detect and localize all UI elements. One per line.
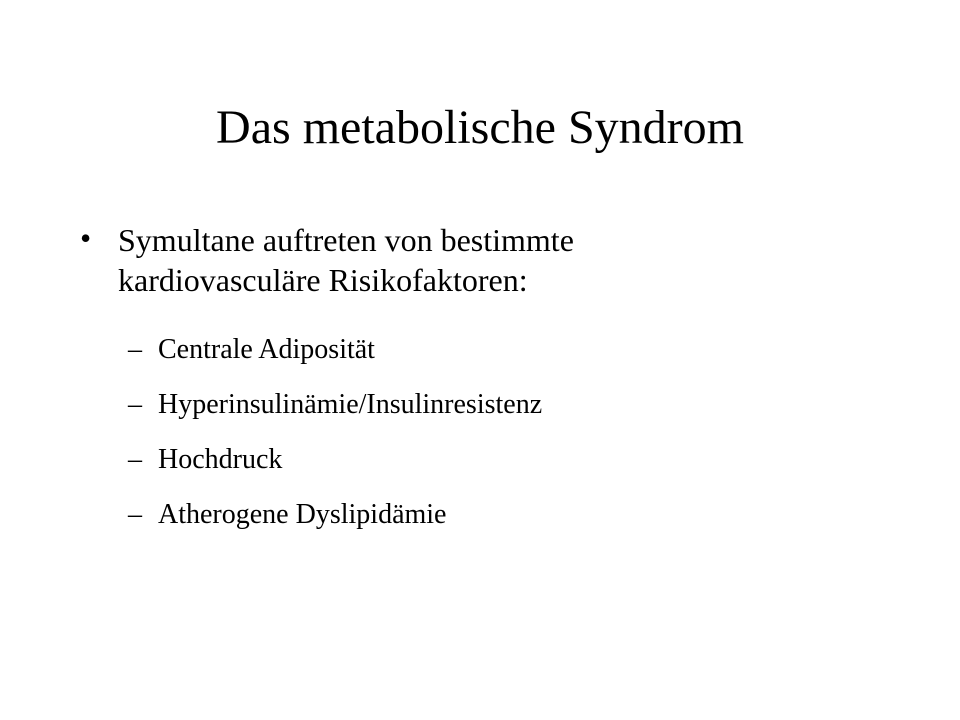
sub-bullet-item [128, 440, 828, 495]
slide-title: Das metabolische Syndrom [216, 101, 744, 154]
bullet-line-1: Symultane auftreten von bestimmte [118, 222, 574, 258]
sub-bullet-text: Atherogene Dyslipidämie [158, 499, 447, 530]
sub-bullet-item [128, 495, 828, 550]
dash-marker: – [128, 499, 142, 530]
dash-marker: – [128, 444, 142, 475]
sub-bullet-text: Hochdruck [158, 444, 283, 475]
dash-marker: – [128, 389, 142, 420]
bullet-text [118, 216, 574, 300]
sub-bullet-text: Centrale Adiposität [158, 334, 375, 365]
sub-bullet-list [128, 330, 828, 550]
bullet-row [74, 216, 894, 300]
bullet-marker: • [80, 220, 92, 256]
dash-marker: – [128, 334, 142, 365]
sub-bullet-item [128, 385, 828, 440]
sub-bullet-item [128, 330, 828, 385]
sub-bullet-text: Hyperinsulinämie/Insulinresistenz [158, 389, 543, 420]
bullet-line-2: kardiovasculäre Risikofaktoren: [118, 262, 528, 298]
bullet-point [74, 216, 894, 300]
